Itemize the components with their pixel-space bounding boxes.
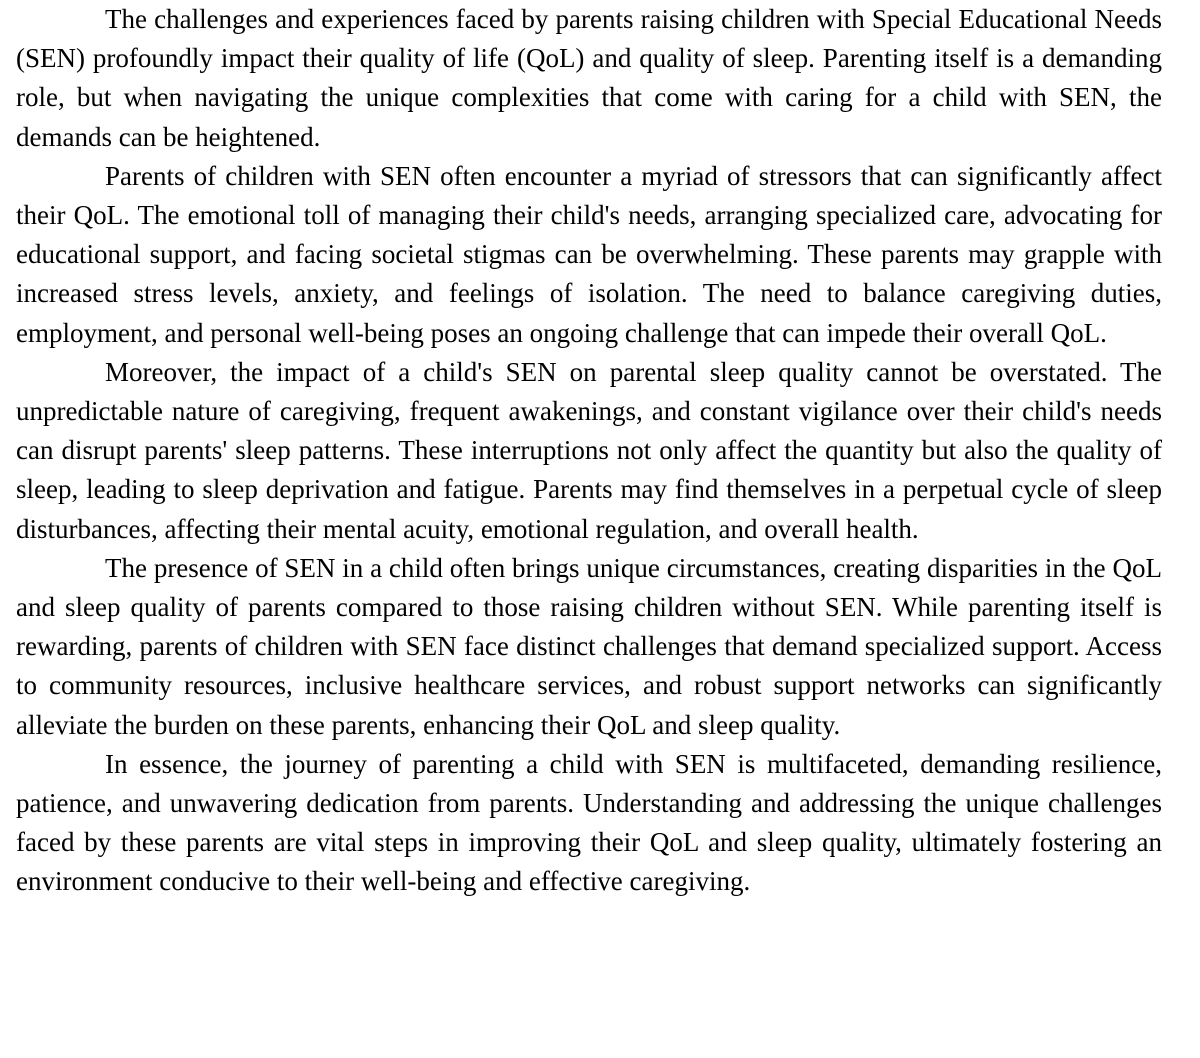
paragraph-1: The challenges and experiences faced by parents raising children with Special Educational Needs (SEN) profoundly impact their quality of life (QoL) and quality of sleep. Parenting itself is a demanding role, but when navigating the unique complexities that come with caring for a child with SEN, the demands can be heightened.	[16, 4, 1162, 152]
paragraph-4: The presence of SEN in a child often brings unique circumstances, creating disparities in the QoL and sleep quality of parents compared to those raising children without SEN. While parenting itself is rewarding, parents of children with SEN face distinct challenges that demand specialized support. Access to community resources, inclusive healthcare services, and robust support networks can significantly alleviate the burden on these parents, enhancing their QoL and sleep quality.	[16, 552, 1162, 740]
paragraph-3: Moreover, the impact of a child's SEN on parental sleep quality cannot be overstated. The unpredictable nature of caregiving, frequent awakenings, and constant vigilance over their child's needs can disrupt parents' sleep patterns. These interruptions not only affect the quantity but also the quality of sleep, leading to sleep deprivation and fatigue. Parents may find themselves in a perpetual cycle of sleep disturbances, affecting their mental acuity, emotional regulation, and overall health.	[16, 356, 1162, 544]
paragraph-2: Parents of children with SEN often encounter a myriad of stressors that can significantly affect their QoL. The emotional toll of managing their child's needs, arranging specialized care, advocating for educational support, and facing societal stigmas can be overwhelming. These parents may grapple with increased stress levels, anxiety, and feelings of isolation. The need to balance caregiving duties, employment, and personal well-being poses an ongoing challenge that can impede their overall QoL.	[16, 160, 1162, 348]
paragraph-5: In essence, the journey of parenting a child with SEN is multifaceted, demanding resilience, patience, and unwavering dedication from parents. Understanding and addressing the unique challenges faced by these parents are vital steps in improving their QoL and sleep quality, ultimately fostering an environment conducive to their well-being and effective caregiving.	[16, 748, 1162, 897]
